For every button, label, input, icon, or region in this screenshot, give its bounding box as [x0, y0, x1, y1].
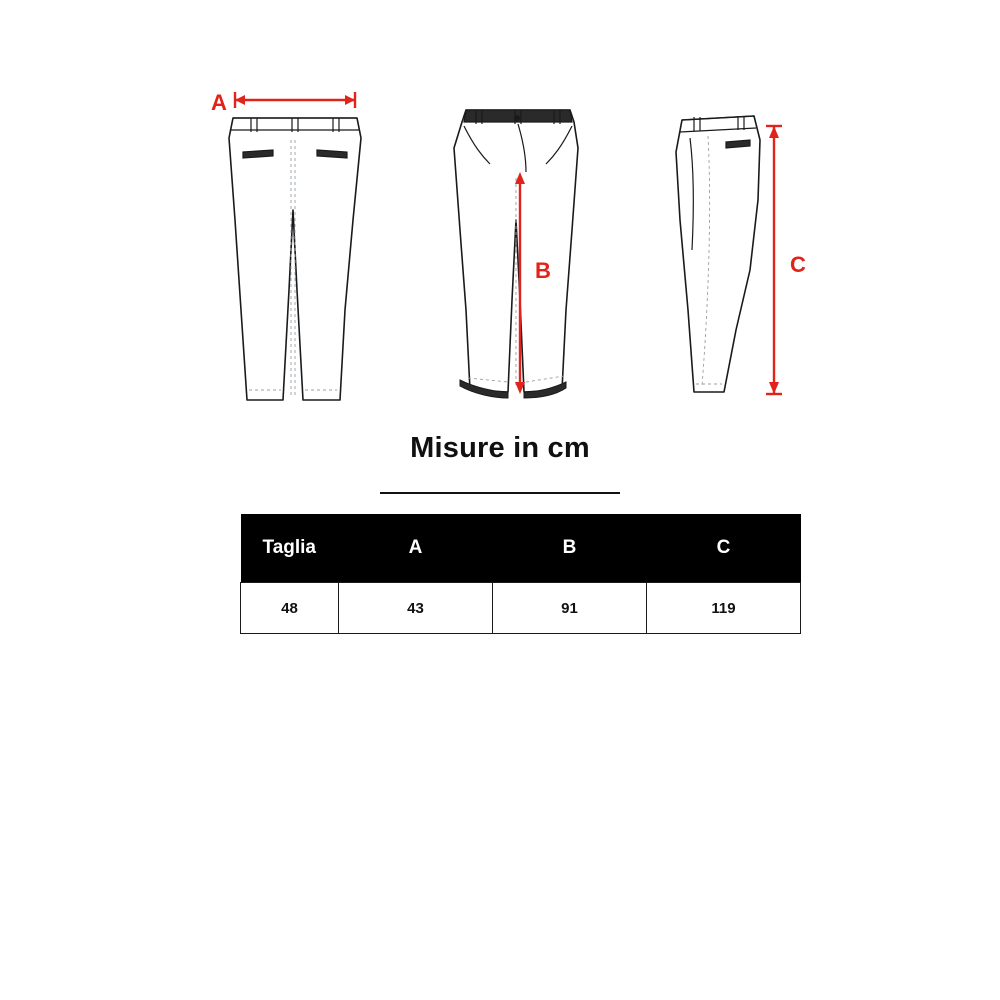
trousers-back-icon [420, 60, 650, 420]
table-header-a: A [339, 514, 493, 583]
table-header-c: C [647, 514, 801, 583]
trousers-front-view [185, 60, 415, 420]
trousers-side-icon [650, 60, 880, 420]
trousers-side-view [650, 60, 880, 420]
dimension-line-a [235, 92, 355, 108]
table-header-b: B [493, 514, 647, 583]
cell-a: 43 [339, 583, 493, 634]
callout-label-c: C [790, 252, 806, 277]
cell-c: 119 [647, 583, 801, 634]
trousers-front-icon [185, 60, 415, 420]
table-header-row [241, 514, 801, 583]
size-table [240, 514, 801, 634]
trousers-illustrations [0, 60, 1000, 420]
title-divider [380, 492, 620, 494]
callout-label-b: B [535, 258, 551, 283]
table-header-taglia: Taglia [241, 514, 339, 583]
dimension-line-c [766, 126, 782, 394]
table-row [241, 583, 801, 634]
measurements-title: Misure in cm [410, 432, 590, 464]
cell-taglia: 48 [241, 583, 339, 634]
callout-label-a: A [211, 90, 227, 115]
trousers-back-view [420, 60, 650, 420]
cell-b: 91 [493, 583, 647, 634]
